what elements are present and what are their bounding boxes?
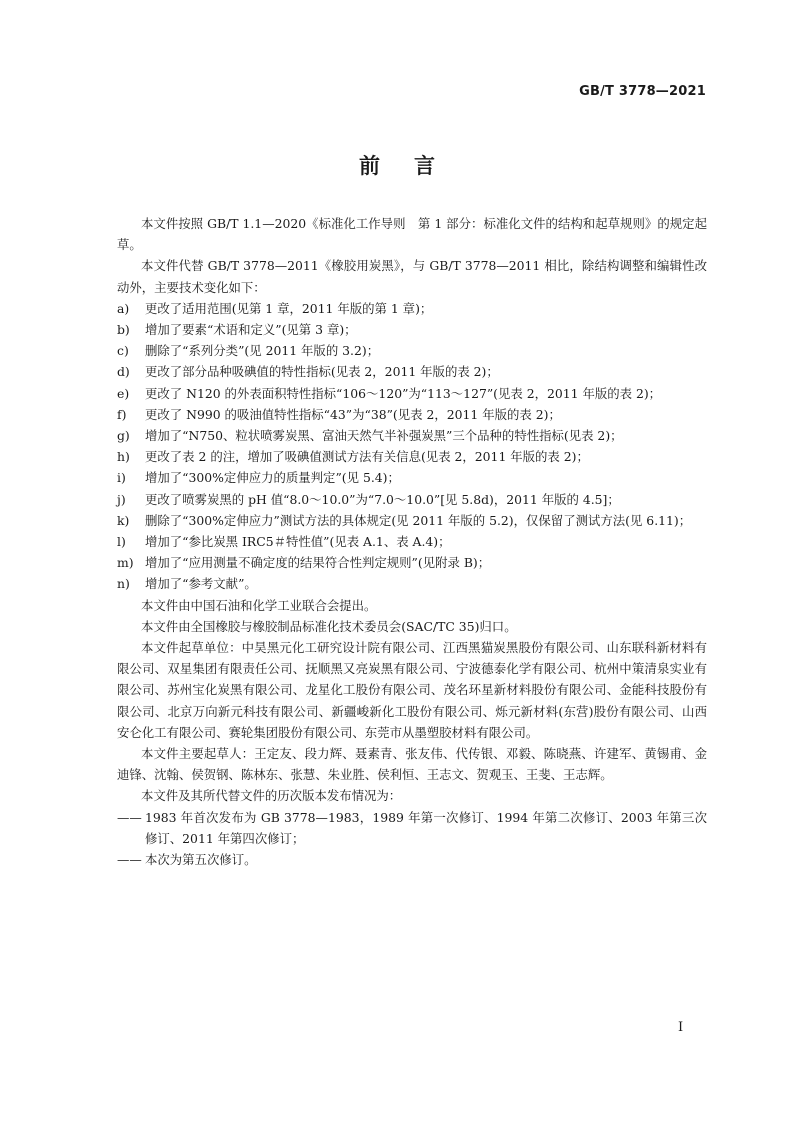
page-number: I: [678, 1020, 684, 1035]
standard-code: GB/T 3778—2021: [579, 84, 706, 99]
intro-paragraph: 本文件按照 GB/T 1.1—2020《标准化工作导则 第 1 部分：标准化文件的结构和起草规则》的规定起草。: [117, 216, 707, 253]
list-item: [117, 849, 707, 870]
list-item: [117, 531, 707, 552]
list-item: [117, 404, 707, 425]
list-item-text: 更改了部分品种吸碘值的特性指标(见表 2，2011 年版的表 2)；: [145, 364, 499, 380]
list-item-text: 更改了适用范围(见第 1 章，2011 年版的第 1 章)；: [145, 300, 433, 316]
list-item-text: 增加了“应用测量不确定度的结果符合性判定规则”(见附录 B)；: [145, 555, 491, 571]
list-item-label: n): [117, 576, 130, 592]
list-item: [117, 383, 707, 404]
list-item-label: m): [117, 555, 134, 571]
list-item-label: f): [117, 406, 127, 422]
list-item: [117, 319, 707, 340]
list-item: [117, 807, 707, 849]
list-item-label: l): [117, 534, 126, 550]
list-item-label: j): [117, 491, 126, 507]
drafting-units-paragraph: 本文件起草单位：中昊黑元化工研究设计院有限公司、江西黑猫炭黑股份有限公司、山东联科新材料有限公司、双星集团有限责任公司、抚顺黑又亮炭黑有限公司、宁波德泰化学有限公司、杭州中策清泉实业有限公司、苏州宝化炭黑有限公司、龙星化工股份有限公司、茂名环星新材料股份有限公司、金能科技股份有限公司、北京万向新元科技有限公司、新疆峻新化工股份有限公司、烁元新材料(东营)股份有限公司、山西安仑化工有限公司、赛轮集团股份有限公司、东莞市从墨塑胶材料有限公司。: [117, 640, 707, 740]
list-item: [117, 467, 707, 488]
history-list: [117, 807, 707, 871]
list-item-text: 本次为第五次修订。: [145, 852, 257, 868]
list-item-text: 增加了“参考文献”。: [145, 576, 257, 592]
list-item: [117, 573, 707, 594]
list-item-text: 删除了“300%定伸应力”测试方法的具体规定(见 2011 年版的 5.2)，仅保留了测试方法(见 6.11)；: [145, 512, 692, 528]
list-item-label: b): [117, 322, 130, 338]
document-body: [117, 213, 707, 870]
list-item-label: a): [117, 300, 130, 316]
list-item-label: i): [117, 470, 126, 486]
list-item-text: 增加了“300%定伸应力的质量判定”(见 5.4)；: [145, 470, 400, 486]
dash-label: ——: [117, 809, 142, 825]
list-item: [117, 298, 707, 319]
list-item: [117, 446, 707, 467]
list-item-label: c): [117, 343, 129, 359]
list-item: [117, 510, 707, 531]
list-item-text: 增加了“N750、粒状喷雾炭黑、富油天然气半补强炭黑”三个品种的特性指标(见表 2)；: [145, 428, 623, 444]
list-item-label: h): [117, 449, 130, 465]
list-item-text: 1983 年首次发布为 GB 3778—1983，1989 年第一次修订、1994 年第二次修订、2003 年第三次修订、2011 年第四次修订；: [145, 809, 707, 846]
page-title: 前言: [359, 154, 469, 178]
body-paragraph: 本文件由全国橡胶与橡胶制品标准化技术委员会(SAC/TC 35)归口。: [141, 618, 517, 634]
list-item-label: g): [117, 428, 130, 444]
list-item-text: 删除了“系列分类”(见 2011 年版的 3.2)；: [145, 343, 380, 359]
drafters-paragraph: 本文件主要起草人：王定友、段力辉、聂素青、张友伟、代传银、邓毅、陈晓燕、许建军、黄锡甫、金迪锋、沈翰、侯贺钢、陈林东、张慧、朱业胜、侯利恒、王志文、贺观玉、王斐、王志辉。: [117, 746, 707, 783]
list-item-text: 更改了喷雾炭黑的 pH 值“8.0～10.0”为“7.0～10.0”[见 5.8d)，2011 年版的 4.5]；: [145, 491, 620, 507]
list-item-label: e): [117, 385, 130, 401]
history-intro-paragraph: 本文件及其所代替文件的历次版本发布情况为：: [141, 788, 402, 804]
list-item-label: k): [117, 512, 130, 528]
list-item-text: 更改了表 2 的注，增加了吸碘值测试方法有关信息(见表 2，2011 年版的表 2)；: [145, 449, 589, 465]
list-item: [117, 489, 707, 510]
list-item-text: 更改了 N990 的吸油值特性指标“43”为“38”(见表 2，2011 年版的表 2)；: [145, 406, 561, 422]
intro-paragraph: 本文件代替 GB/T 3778—2011《橡胶用炭黑》，与 GB/T 3778—2011 相比，除结构调整和编辑性改动外，主要技术变化如下：: [117, 258, 707, 295]
list-item: [117, 425, 707, 446]
changes-list: [117, 298, 707, 595]
list-item: [117, 552, 707, 573]
dash-label: ——: [117, 852, 142, 868]
body-paragraph: 本文件由中国石油和化学工业联合会提出。: [141, 597, 377, 613]
list-item-label: d): [117, 364, 130, 380]
list-item-text: 更改了 N120 的外表面积特性指标“106～120”为“113～127”(见表 2，2011 年版的表 2)；: [145, 385, 662, 401]
list-item-text: 增加了要素“术语和定义”(见第 3 章)；: [145, 322, 357, 338]
list-item: [117, 340, 707, 361]
list-item: [117, 361, 707, 382]
list-item-text: 增加了“参比炭黑 IRC5＃特性值”(见表 A.1、表 A.4)；: [145, 534, 451, 550]
